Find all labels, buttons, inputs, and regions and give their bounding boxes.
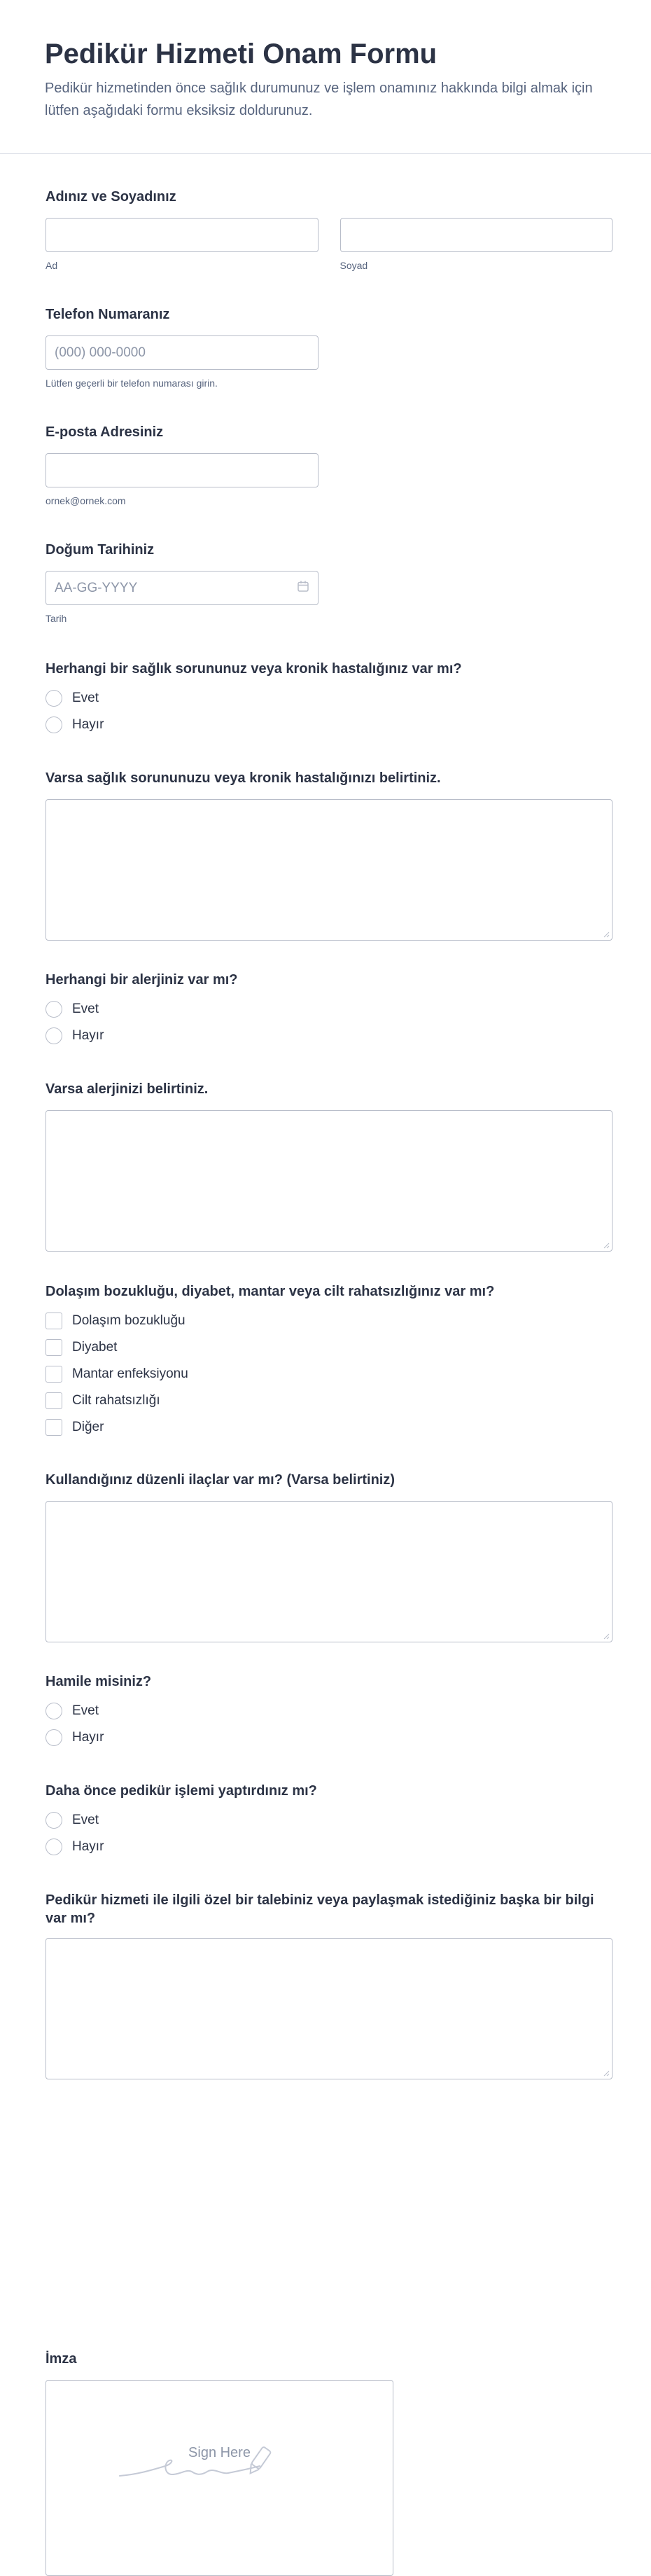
allergy-detail-field xyxy=(46,1080,612,1252)
special-request-label: Pedikür hizmeti ile ilgili özel bir talebiniz veya paylaşmak istediğiniz başka bir bilgi var mı? xyxy=(46,1892,594,1926)
signature-label: İmza xyxy=(46,2351,77,2367)
resize-grip-icon[interactable] xyxy=(603,2070,610,2077)
condition-option[interactable] xyxy=(46,1387,612,1414)
option-label: Mantar enfeksiyonu xyxy=(72,1366,188,1381)
condition-option[interactable] xyxy=(46,1414,612,1441)
last-name-sublabel: Soyad xyxy=(340,260,368,271)
option-label: Hayır xyxy=(72,1730,104,1745)
allergy-question xyxy=(46,971,612,1049)
phone-input[interactable]: (000) 000-0000 xyxy=(46,335,318,370)
birthdate-hint: Tarih xyxy=(46,613,67,624)
first-name-input[interactable] xyxy=(46,218,318,252)
condition-option[interactable] xyxy=(46,1308,612,1334)
radio-button[interactable] xyxy=(46,716,62,733)
checkbox[interactable] xyxy=(46,1313,62,1329)
phone-field xyxy=(46,305,318,389)
signature-placeholder: Sign Here xyxy=(188,2445,251,2460)
previous-option-yes[interactable] xyxy=(46,1807,612,1834)
resize-grip-icon[interactable] xyxy=(603,1242,610,1249)
health-detail-textarea[interactable] xyxy=(46,799,612,941)
form-subtitle: Pedikür hizmetinden önce sağlık durumunuz ve işlem onamınız hakkında bilgi almak için lütfen aşağıdaki formu eksiksiz doldurunuz. xyxy=(45,81,593,118)
birthdate-placeholder: AA-GG-YYYY xyxy=(55,580,138,595)
health-question xyxy=(46,660,612,738)
special-request-field xyxy=(46,1891,612,2079)
phone-hint: Lütfen geçerli bir telefon numarası girin. xyxy=(46,378,218,389)
medications-label: Kullandığınız düzenli ilaçlar var mı? (Varsa belirtiniz) xyxy=(46,1472,396,1488)
form-title: Pedikür Hizmeti Onam Formu xyxy=(45,39,438,69)
option-label: Evet xyxy=(72,1002,99,1016)
radio-button[interactable] xyxy=(46,1838,62,1855)
radio-button[interactable] xyxy=(46,1027,62,1044)
option-label: Evet xyxy=(72,691,99,705)
pregnant-question xyxy=(46,1673,612,1751)
option-label: Cilt rahatsızlığı xyxy=(72,1393,160,1408)
allergy-detail-textarea[interactable] xyxy=(46,1110,612,1252)
conditions-question xyxy=(46,1282,612,1441)
birthdate-field xyxy=(46,541,318,624)
phone-label: Telefon Numaranız xyxy=(46,307,170,322)
checkbox[interactable] xyxy=(46,1419,62,1436)
option-label: Dolaşım bozukluğu xyxy=(72,1313,186,1328)
pregnant-label: Hamile misiniz? xyxy=(46,1674,152,1689)
allergy-label: Herhangi bir alerjiniz var mı? xyxy=(46,972,238,988)
medications-field xyxy=(46,1471,612,1642)
previous-option-no[interactable] xyxy=(46,1834,612,1860)
previous-label: Daha önce pedikür işlemi yaptırdınız mı? xyxy=(46,1783,317,1799)
first-name-sublabel: Ad xyxy=(46,260,58,271)
checkbox[interactable] xyxy=(46,1392,62,1409)
condition-option[interactable] xyxy=(46,1334,612,1361)
checkbox[interactable] xyxy=(46,1366,62,1383)
signature-pad[interactable] xyxy=(46,2380,393,2576)
health-detail-label: Varsa sağlık sorununuzu veya kronik hastalığınızı belirtiniz. xyxy=(46,770,441,786)
signature-field xyxy=(46,2350,393,2576)
option-label: Diğer xyxy=(72,1420,104,1434)
radio-button[interactable] xyxy=(46,1729,62,1746)
allergy-detail-label: Varsa alerjinizi belirtiniz. xyxy=(46,1081,209,1097)
email-label: E-posta Adresiniz xyxy=(46,424,164,440)
birthdate-input[interactable] xyxy=(46,571,318,605)
radio-button[interactable] xyxy=(46,1001,62,1018)
conditions-label: Dolaşım bozukluğu, diyabet, mantar veya cilt rahatsızlığınız var mı? xyxy=(46,1284,495,1299)
radio-button[interactable] xyxy=(46,1812,62,1829)
resize-grip-icon[interactable] xyxy=(603,1633,610,1640)
name-label: Adınız ve Soyadınız xyxy=(46,189,176,205)
previous-question xyxy=(46,1782,612,1860)
health-detail-field xyxy=(46,769,612,941)
email-input[interactable] xyxy=(46,453,318,487)
option-label: Hayır xyxy=(72,1839,104,1854)
pregnant-option-yes[interactable] xyxy=(46,1698,612,1724)
form-header xyxy=(0,0,651,154)
pregnant-option-no[interactable] xyxy=(46,1724,612,1751)
name-field xyxy=(46,188,612,271)
health-option-no[interactable] xyxy=(46,712,612,738)
email-hint: ornek@ornek.com xyxy=(46,495,126,506)
last-name-input[interactable] xyxy=(340,218,613,252)
condition-option[interactable] xyxy=(46,1361,612,1387)
radio-button[interactable] xyxy=(46,1703,62,1719)
checkbox[interactable] xyxy=(46,1339,62,1356)
option-label: Diyabet xyxy=(72,1340,118,1355)
allergy-option-no[interactable] xyxy=(46,1023,612,1049)
option-label: Evet xyxy=(72,1813,99,1827)
health-option-yes[interactable] xyxy=(46,685,612,712)
option-label: Hayır xyxy=(72,717,104,732)
radio-button[interactable] xyxy=(46,690,62,707)
medications-textarea[interactable] xyxy=(46,1501,612,1642)
option-label: Evet xyxy=(72,1703,99,1718)
special-request-textarea[interactable] xyxy=(46,1938,612,2079)
calendar-icon[interactable] xyxy=(297,580,309,597)
birthdate-label: Doğum Tarihiniz xyxy=(46,542,155,558)
email-field xyxy=(46,423,318,506)
option-label: Hayır xyxy=(72,1028,104,1043)
signature-scribble-icon xyxy=(116,2441,298,2490)
resize-grip-icon[interactable] xyxy=(603,931,610,938)
allergy-option-yes[interactable] xyxy=(46,996,612,1023)
health-label: Herhangi bir sağlık sorununuz veya kronik hastalığınız var mı? xyxy=(46,661,462,677)
